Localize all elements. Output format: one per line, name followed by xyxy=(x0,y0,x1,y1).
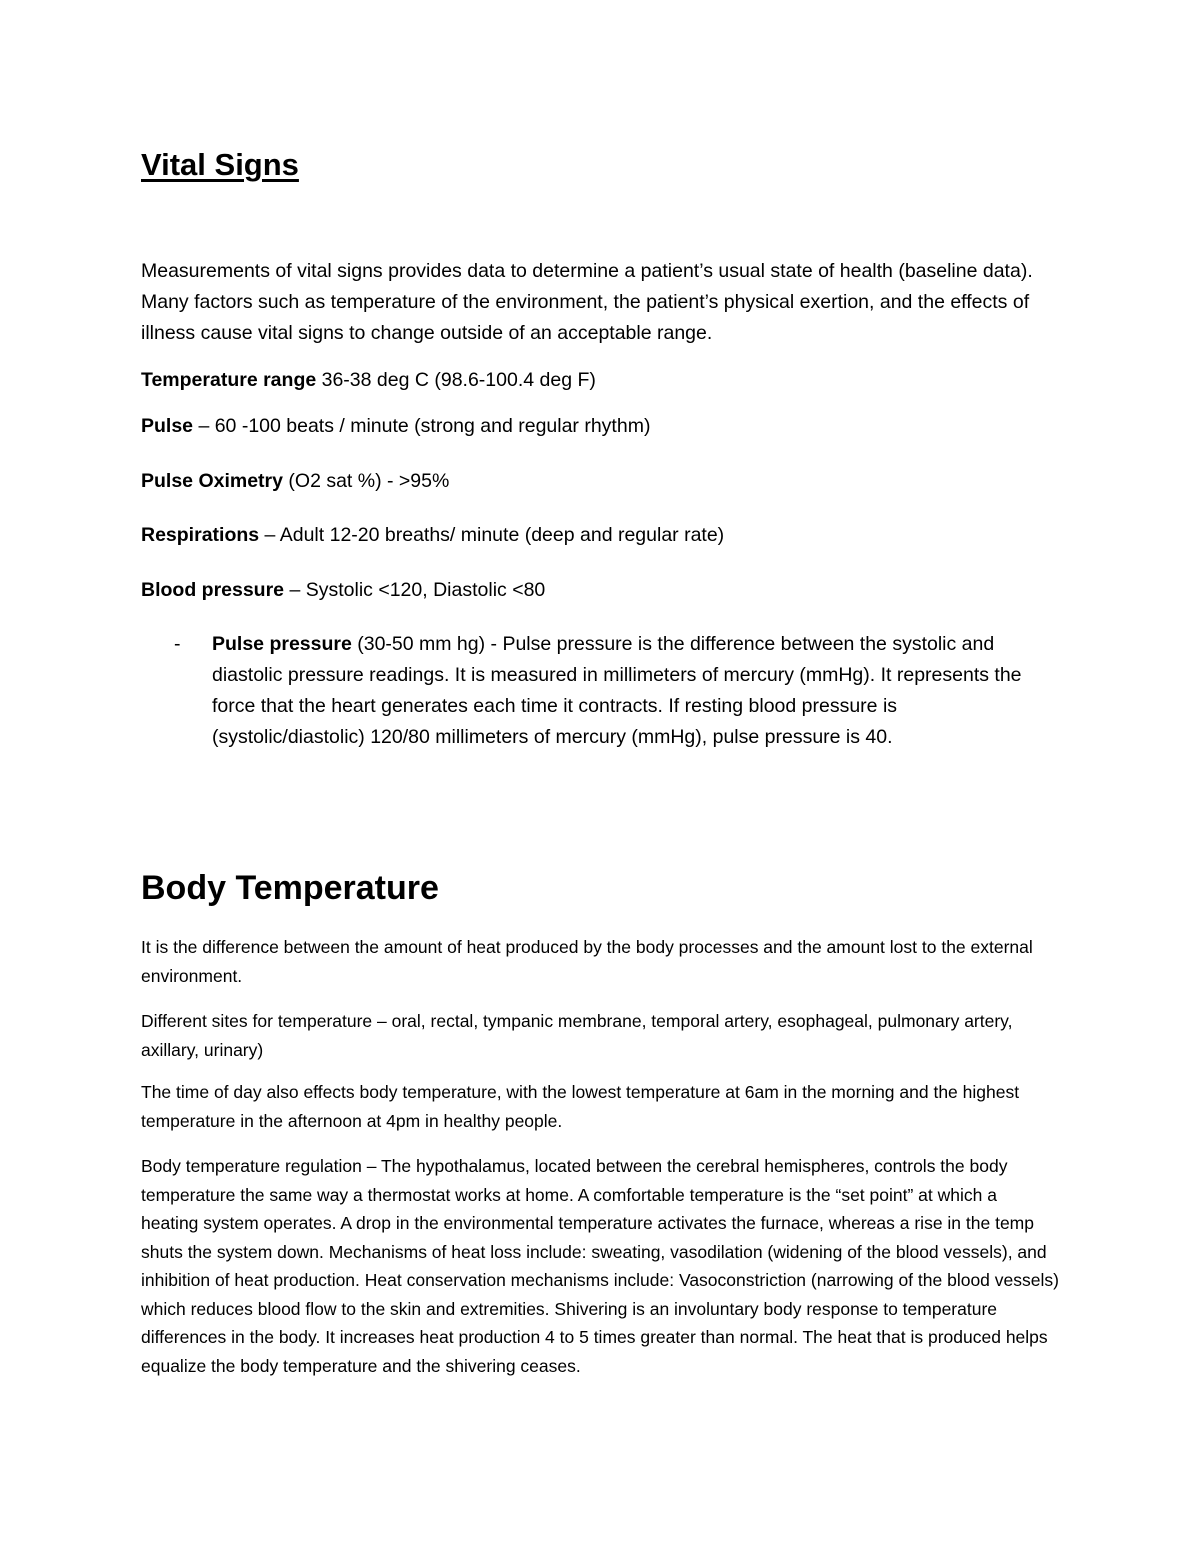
list-dash-marker: - xyxy=(174,633,181,655)
body-temperature-heading: Body Temperature xyxy=(141,869,439,907)
body-temp-paragraph-sites: Different sites for temperature – oral, rectal, tympanic membrane, temporal artery, esophageal, pulmonary artery, axillary, urinary) xyxy=(141,1011,1013,1060)
body-temp-paragraph-regulation: Body temperature regulation – The hypothalamus, located between the cerebral hemispheres, controls the body temperature the same way a thermostat works at home. A comfortable temperature is the “set point” at which a heating system operates. A drop in the environmental temperature activates the furnace, whereas a rise in the temp shuts the system down. Mechanisms of heat loss include: sweating, vasodilation (widening of the blood vessels), and inhibition of heat production. Heat conservation mechanisms include: Vasoconstriction (narrowing of the blood vessels) which reduces blood flow to the skin and extremities. Shivering is an involuntary body response to temperature differences in the body. It increases heat production 4 to 5 times greater than normal. The heat that is produced helps equalize the body temperature and the shivering ceases. xyxy=(141,1156,1059,1376)
vital-item-temperature xyxy=(141,366,596,394)
vital-item-pulse xyxy=(141,412,650,440)
vital-item-value: – Adult 12-20 breaths/ minute (deep and regular rate) xyxy=(259,524,725,546)
vital-item-label: Pulse xyxy=(141,415,194,437)
pulse-pressure-list-item xyxy=(141,629,1061,753)
vital-item-respirations xyxy=(141,521,724,549)
vital-item-value: (O2 sat %) - >95% xyxy=(282,470,450,492)
body-temp-paragraph-time-of-day: The time of day also effects body temperature, with the lowest temperature at 6am in the morning and the highest temperature in the afternoon at 4pm in healthy people. xyxy=(141,1082,1020,1131)
vital-item-value: – Systolic <120, Diastolic <80 xyxy=(284,579,546,601)
vital-item-label: Temperature range xyxy=(141,369,317,391)
pulse-pressure-description: (30-50 mm hg) - Pulse pressure is the difference between the systolic and diastolic pressure readings. It is measured in millimeters of mercury (mmHg). It represents the force that the heart generates each time it contracts. If resting blood pressure is (systolic/diastolic) 120/80 millimeters of mercury (mmHg), pulse pressure is 40. xyxy=(212,633,1022,748)
vital-item-label: Pulse Oximetry xyxy=(141,470,283,492)
vital-item-pulse-oximetry xyxy=(141,467,449,495)
vital-item-label: Respirations xyxy=(141,524,260,546)
vital-signs-intro: Measurements of vital signs provides data to determine a patient’s usual state of health (baseline data). Many factors such as temperature of the environment, the patient’s physical exertion, and the effects of illness cause vital signs to change outside of an acceptable range. xyxy=(141,260,1033,344)
body-temp-paragraph-definition: It is the difference between the amount of heat produced by the body processes and the amount lost to the external environment. xyxy=(141,937,1033,986)
vital-item-value: – 60 -100 beats / minute (strong and regular rhythm) xyxy=(193,415,651,437)
pulse-pressure-label: Pulse pressure xyxy=(212,633,352,655)
vital-item-value: 36-38 deg C (98.6-100.4 deg F) xyxy=(316,369,596,391)
vital-item-label: Blood pressure xyxy=(141,579,285,601)
pulse-pressure-text xyxy=(212,629,1052,753)
vital-item-blood-pressure xyxy=(141,576,545,604)
vital-signs-heading: Vital Signs xyxy=(141,147,299,182)
